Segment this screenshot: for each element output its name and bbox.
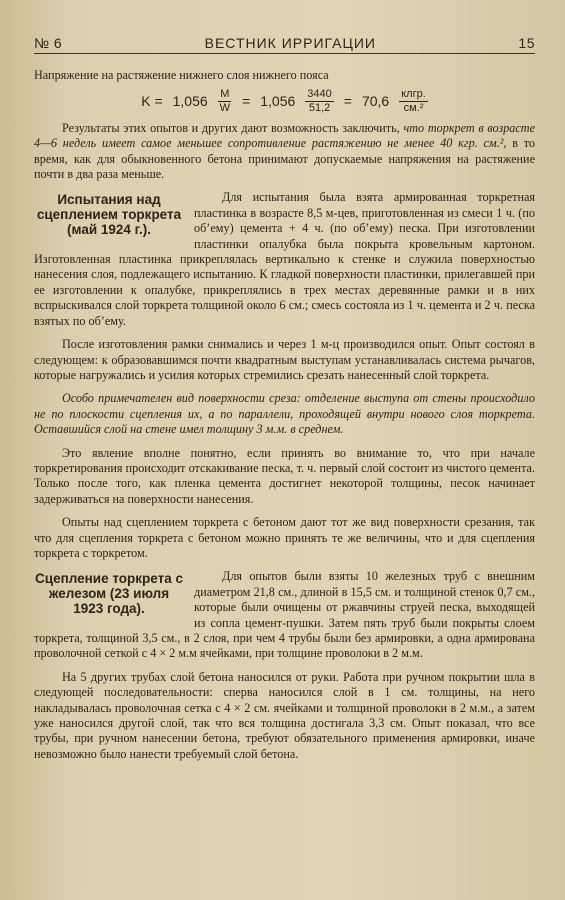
formula-k: K =	[141, 92, 163, 109]
spacer	[34, 507, 535, 515]
issue-number: № 6	[34, 35, 63, 51]
formula-coef-2: 1,056	[260, 92, 296, 109]
spacer	[34, 182, 535, 190]
journal-title: ВЕСТНИК ИРРИГАЦИИ	[204, 35, 376, 51]
paragraph-iron-pipes: Для опытов были взяты 10 железных труб с внешним диаметром 21,8 см., длиной в 15,5 см. и толщиной стенок 0,7 см., которые были очищены от ржавчины струей песка, выходящей из сопла цемент-пушки. Затем пять труб были покрыты слоем торкрета, толщиной 3,5 см., в 2 слоя, при чем 4 трубы были без армировки, а одна армирована проволочной сеткой с 4 × 2 м.м ячейками, при толщине проволоки в 2 м.м.	[34, 569, 535, 661]
side-heading-iron-adhesion: Сцепление торкрета с железом (23 июля 1923 года).	[35, 571, 183, 617]
unit-numerator: клгр.	[401, 87, 426, 100]
page-number: 15	[518, 35, 535, 51]
paragraph-shear-surface: Особо примечателен вид поверхности среза: отделение выступа от стены происходило не по плоскости сцепления их, а по параллели, проходящей внутри нового слоя торкрета. Оставшийся слой на стене имел толщину 3 м.м. в среднем.	[34, 391, 535, 437]
paragraph-results	[34, 121, 535, 183]
fraction-denominator: 51,2	[308, 101, 331, 114]
formula-result: 70,6	[361, 92, 390, 109]
stress-formula	[34, 88, 535, 115]
text-run: в то время, как для обыкновенного бетона принимают допускаемые напряжения на растяжение почти в два раза меньше.	[34, 136, 535, 182]
spacer	[34, 662, 535, 670]
paragraph-test-procedure: После изготовления рамки снимались и через 1 м-ц производился опыт. Опыт состоял в следующем: к образовавшимся почти квадратным выступам устанавливалась система рычагов, которые нагружались и усилия которых стремились срезать нанесенный слой торкрета.	[34, 337, 535, 382]
paragraph-concrete-adhesion: Опыты над сцеплением торкрета с бетоном дают тот же вид поверхности срезания, так что для сцепления торкрета с бетоном можно принять те же величины, что и для сцепления торкрета с торкретом.	[34, 515, 535, 560]
spacer	[34, 383, 535, 391]
fraction-numerator: 3440	[307, 87, 332, 100]
formula-coef-1: 1,056	[172, 92, 208, 109]
unit-denominator: см.²	[403, 101, 424, 114]
formula-intro: Напряжение на растяжение нижнего слоя нижнего пояса	[34, 68, 329, 83]
spacer	[34, 561, 535, 569]
fraction-m-w	[218, 88, 232, 115]
fraction-denominator: W	[219, 101, 231, 114]
paragraph-test-setup: Для испытания была взята армированная торкретная пластинка в возрасте 8,5 м-цев, приготовленная из смеси 1 ч. (по об’ему) цемента + 4 ч. (по об’ему) песка. При изготовлении пластинки опалубка была покрыта кровельным картоном. Изготовленная пластинка прикреплялась вертикально к стенке и служила поверхностью нанесения слоя, подлежащего испытанию. К гладкой поверхности пластинки, прилегавшей при ее изготовлении к опалубке, прикреплялись в трех местах деревянные рамки и в них вспрыскивался слой торкрета толщиной около 6 см.; смесь состояла из 1 ч. цемента и 2 ч. песка взятых по об’ему.	[34, 190, 535, 328]
side-heading-adhesion-test: Испытания над сцеплением торкрета (май 1924 г.).	[36, 192, 182, 238]
paragraph-manual-coating: На 5 других трубах слой бетона наносился от руки. Работа при ручном покрытии шла в следующей последовательности: сперва наносился слой в 1 см. толщины, на него накладывалась проволочная сетка с 4 × 2 см. ячейками и толщиной проволоки в 2 м.м., а затем уже наносился другой слой, так что вся толщина достигала 3,3 см. Опыт показал, что все трубы, при ручном нанесении бетона, требуют обязательного применения армировки, иначе невозможно было нанести требуемый слой бетона.	[34, 669, 535, 761]
spacer	[34, 329, 535, 337]
paragraph-explanation: Это явление вполне понятно, если принять во внимание то, что при начале торкретирования происходит отскакивание песка, т. ч. первый слой состоит из чистого цемента. Только после того, как пленка цемента достигнет некоторой толщины, песок начинает задерживаться на поверхности нанесения.	[34, 445, 535, 506]
fraction-numerator: M	[220, 87, 230, 100]
formula-equals: =	[343, 92, 352, 109]
formula-equals: =	[242, 92, 251, 109]
fraction-unit	[399, 88, 428, 115]
italic-run: что торкрет в возрасте 4—6 недель имеет самое меньшее сопротивление растяжению не менее 40 кгр. см.²,	[34, 120, 536, 151]
fraction-values	[305, 88, 333, 115]
text-run: Результаты этих опытов и других дают возможность заключить,	[62, 120, 400, 135]
running-header	[34, 36, 535, 54]
spacer	[34, 438, 535, 446]
